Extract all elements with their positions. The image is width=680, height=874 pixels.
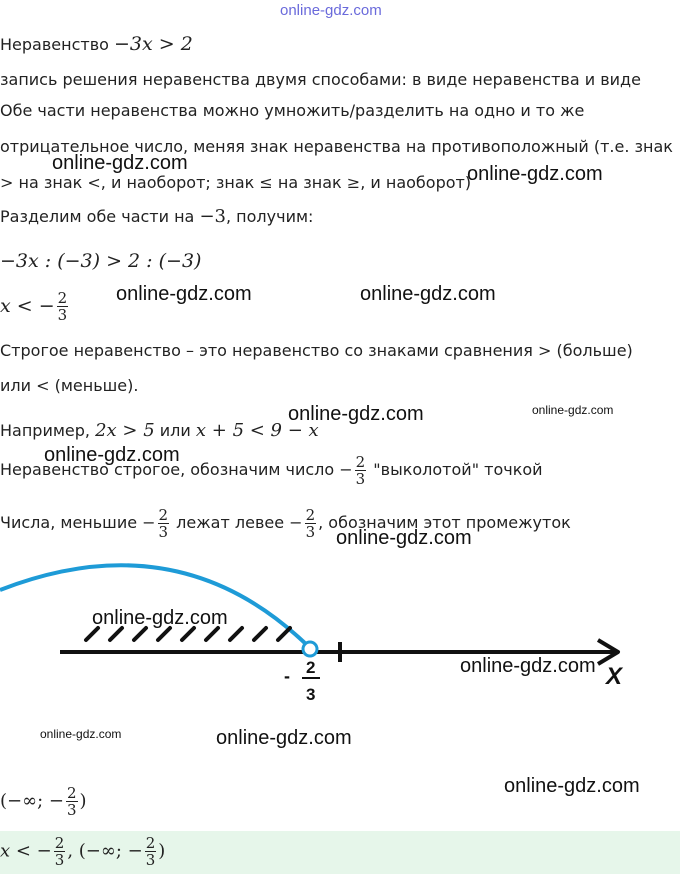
text-line-6	[0, 207, 313, 227]
fraction	[355, 454, 367, 487]
final-answer-box	[0, 831, 680, 874]
text-line-3: Обе части неравенства можно умножить/разделить на одно и то же	[0, 101, 585, 120]
fraction-numerator: 2	[355, 453, 366, 471]
fraction	[158, 507, 170, 540]
example-inequality-1: 2x > 5	[95, 420, 155, 441]
watermark: online-gdz.com	[460, 655, 596, 677]
problem-heading	[0, 34, 193, 55]
watermark: online-gdz.com	[40, 727, 122, 741]
watermark: online-gdz.com	[467, 163, 603, 185]
final-answer-interval: , (−∞; −	[67, 840, 143, 862]
fraction-numerator: 2	[54, 834, 65, 852]
solution-lhs: x < −	[0, 295, 55, 317]
fraction-denominator: 3	[54, 851, 65, 869]
text-line-2: запись решения неравенства двумя способами: в виде неравенства и виде	[0, 70, 641, 89]
fraction-numerator: 2	[158, 506, 169, 524]
watermark: online-gdz.com	[92, 607, 228, 629]
fraction	[66, 785, 78, 818]
watermark: online-gdz.com	[532, 403, 614, 417]
text-fragment: Разделим обе части на	[0, 207, 200, 226]
fraction-denominator: 3	[355, 470, 366, 488]
text-fragment: (меньше).	[49, 376, 139, 395]
text-line-4: отрицательное число, меняя знак неравенства на противоположный (т.е. знак	[0, 137, 673, 156]
example-inequality-2: x + 5 < 9 − x	[195, 420, 319, 441]
minus-sign: −	[142, 513, 156, 532]
text-fragment: , и наоборот; знак	[100, 173, 260, 192]
solution-inequality	[0, 290, 70, 323]
final-answer-close: )	[158, 840, 166, 862]
text-fragment: , и наоборот)	[360, 173, 472, 192]
watermark: online-gdz.com	[360, 283, 496, 305]
symbol-geq: ≥	[346, 173, 361, 192]
symbol-greater: >	[538, 341, 552, 360]
point-label-minus: -	[284, 666, 290, 686]
problem-heading-label: Неравенство	[0, 35, 109, 54]
text-fragment: на знак	[272, 173, 347, 192]
symbol-greater: >	[0, 173, 14, 192]
text-fragment: , обозначим этот промежуток	[318, 513, 571, 532]
fraction	[145, 835, 157, 868]
watermark: online-gdz.com	[216, 727, 352, 749]
watermark: online-gdz.com	[52, 152, 188, 174]
fraction-denominator: 3	[145, 851, 156, 869]
interval-close: )	[79, 790, 87, 812]
fraction-numerator: 2	[57, 289, 68, 307]
text-fragment: (больше)	[551, 341, 633, 360]
text-fragment: или	[0, 376, 37, 395]
minus-sign: −	[339, 460, 353, 479]
fraction-denominator: 3	[158, 523, 169, 541]
final-answer-lhs: x < −	[0, 840, 52, 862]
text-fragment: Строгое неравенство – это неравенство со знаками сравнения	[0, 341, 538, 360]
text-line-13	[0, 497, 571, 549]
symbol-less: <	[36, 376, 50, 395]
text-fragment: Неравенство строгое, обозначим число	[0, 460, 340, 479]
example-line	[0, 421, 319, 441]
text-fragment: Числа, меньшие	[0, 513, 143, 532]
fraction-denominator: 3	[305, 523, 316, 541]
text-fragment: или	[154, 421, 196, 440]
divisor-number: −3	[199, 206, 226, 227]
symbol-less: <	[87, 173, 101, 192]
text-fragment: лежат левее	[171, 513, 290, 532]
interval-answer	[0, 785, 87, 818]
fraction-numerator: 2	[66, 784, 77, 802]
axis-label: X	[606, 663, 623, 690]
problem-inequality: −3x > 2	[114, 33, 193, 55]
text-line-10	[0, 376, 138, 396]
symbol-leq: ≤	[259, 173, 273, 192]
interval-open: (−∞; −	[0, 790, 64, 812]
final-answer	[0, 835, 165, 868]
watermark-top: online-gdz.com	[280, 2, 382, 19]
text-fragment: "выколотой" точкой	[368, 460, 543, 479]
number-line-diagram	[0, 560, 680, 710]
text-fragment: на знак	[13, 173, 88, 192]
fraction-denominator: 3	[66, 801, 77, 819]
watermark: online-gdz.com	[288, 403, 424, 425]
text-line-5	[0, 173, 471, 193]
watermark: online-gdz.com	[336, 527, 472, 549]
fraction	[54, 835, 66, 868]
text-fragment: , получим:	[226, 207, 314, 226]
open-point	[303, 642, 317, 656]
watermark: online-gdz.com	[116, 283, 252, 305]
point-label-denominator: 3	[306, 685, 316, 704]
division-equation: −3x : (−3) > 2 : (−3)	[0, 250, 202, 272]
fraction	[57, 290, 69, 323]
fraction	[305, 507, 317, 540]
watermark: online-gdz.com	[504, 775, 640, 797]
minus-sign: −	[289, 513, 303, 532]
fraction-numerator: 2	[145, 834, 156, 852]
point-label-numerator: 2	[306, 658, 316, 677]
text-line-9	[0, 341, 633, 361]
text-fragment: Например,	[0, 421, 96, 440]
watermark: online-gdz.com	[44, 444, 180, 466]
fraction-numerator: 2	[305, 506, 316, 524]
fraction-denominator: 3	[57, 306, 68, 324]
